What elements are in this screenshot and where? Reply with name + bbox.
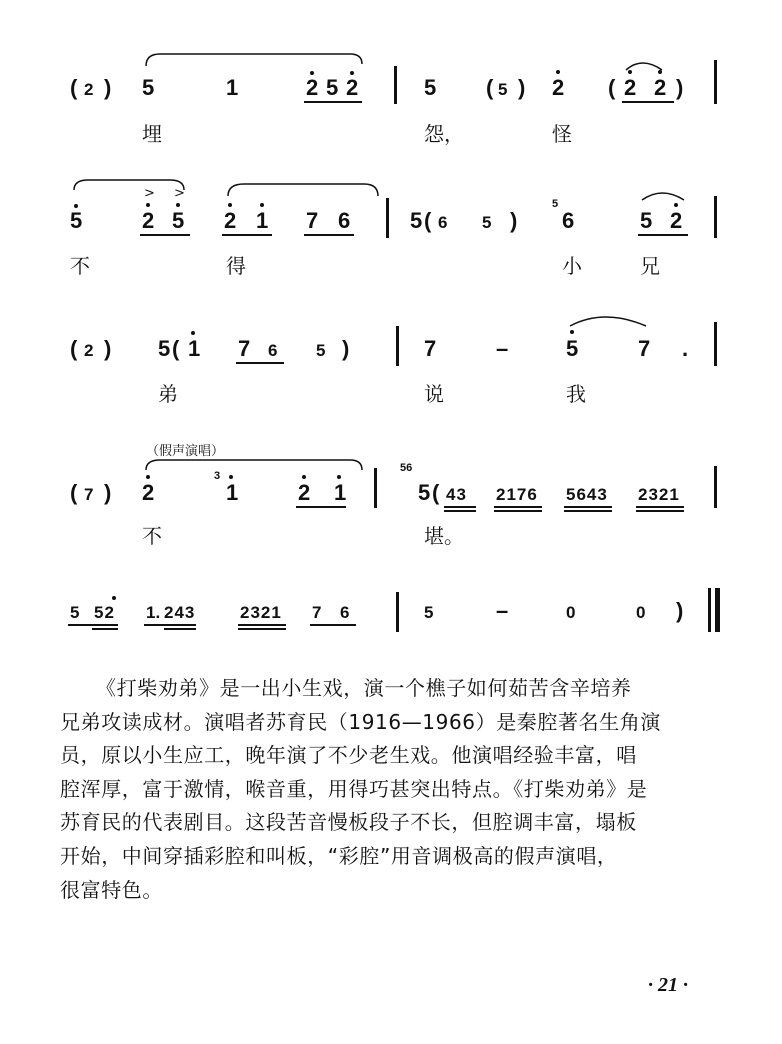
beam — [222, 234, 272, 236]
slur-line-2 — [0, 150, 782, 233]
paragraph-line: 腔浑厚，富于激情，喉音重，用得巧甚突出特点。《打柴劝弟》是 — [60, 776, 648, 801]
beam — [494, 510, 542, 512]
note: 2 — [224, 208, 237, 233]
rest: 0 — [636, 603, 646, 622]
note: 5 — [70, 208, 83, 233]
note-group: 43 — [446, 485, 467, 504]
beam — [636, 506, 684, 508]
grace-note: 5 — [552, 198, 559, 210]
note: 5 — [326, 75, 339, 100]
note: 1 — [226, 75, 239, 100]
note: 1 — [334, 480, 347, 505]
note: 5 — [158, 336, 171, 361]
paren-close: ) — [104, 336, 112, 361]
note: 7 — [638, 336, 651, 361]
note: 5 — [142, 75, 155, 100]
note: 5 — [410, 208, 423, 233]
paragraph-line: 苏育民的代表剧目。这段苦音慢板段子不长，但腔调丰富，塌板 — [60, 810, 637, 835]
note-group: 52 — [94, 603, 115, 622]
note: 6 — [340, 603, 350, 622]
note: 2 — [306, 75, 319, 100]
beam — [92, 628, 118, 630]
beam — [636, 510, 684, 512]
note: 2 — [670, 208, 683, 233]
note: 6 — [438, 213, 448, 232]
note: 6 — [338, 208, 351, 233]
paren-close: ) — [676, 598, 684, 623]
beam — [564, 506, 612, 508]
grace-note: 56 — [400, 462, 413, 474]
paren-number: 7 — [84, 485, 94, 504]
paragraph-line: 员，原以小生应工，晚年演了不少老生戏。他演唱经验丰富，唱 — [60, 743, 637, 768]
note: 1. — [146, 603, 161, 622]
beam — [638, 234, 688, 236]
beam — [564, 510, 612, 512]
paren-close: ) — [676, 75, 684, 100]
paren-open: ( — [70, 480, 78, 505]
octave-dot — [112, 596, 116, 600]
note: 7 — [238, 336, 251, 361]
dash: – — [496, 598, 509, 623]
paren-open: ( — [608, 75, 616, 100]
note: 2 — [624, 75, 637, 100]
commentary-paragraph — [60, 672, 736, 907]
lyric: 不 — [142, 524, 162, 548]
slur-line-1 — [0, 0, 782, 120]
note: 7 — [312, 603, 322, 622]
beam — [144, 624, 196, 626]
note: 5 — [316, 341, 326, 360]
note-group: 243 — [164, 603, 196, 622]
note: 5 — [418, 480, 431, 505]
note-group: 2321 — [240, 603, 282, 622]
note: 2 — [142, 480, 155, 505]
note: 2 — [654, 75, 667, 100]
beam — [238, 628, 286, 630]
beam — [296, 506, 346, 508]
note: 7 — [424, 336, 437, 361]
paren-open: ( — [432, 480, 440, 505]
lyric: 堪。 — [424, 524, 464, 548]
performance-marking: （假声演唱） — [146, 444, 225, 459]
rest: 0 — [566, 603, 576, 622]
lyric: 兄 — [640, 254, 660, 278]
paren-close: ) — [510, 208, 518, 233]
slur-line-4 — [0, 440, 782, 500]
beam — [494, 506, 542, 508]
lyric: 小 — [562, 254, 582, 278]
paragraph-line: 很富特色。 — [60, 877, 163, 902]
note: 5 — [498, 80, 508, 99]
grace-note: 3 — [214, 470, 221, 482]
note: 1 — [226, 480, 239, 505]
beam — [444, 510, 476, 512]
paren-open: ( — [70, 75, 78, 100]
lyric: 怨， — [424, 122, 464, 146]
paragraph-line: 《打柴劝弟》是一出小生戏，演一个樵子如何茹苦含辛培养 — [96, 676, 632, 700]
paren-open: ( — [172, 336, 180, 361]
accent-mark: > — [144, 186, 155, 201]
beam — [304, 234, 354, 236]
paragraph-line: 兄弟攻读成材。演唱者苏育民（1916—1966）是秦腔著名生角演 — [60, 709, 661, 734]
slur-line-3 — [0, 300, 782, 360]
paren-open: ( — [486, 75, 494, 100]
paren-open: ( — [424, 208, 432, 233]
lyric: 我 — [566, 382, 586, 406]
note: 5 — [424, 603, 434, 622]
note-group: 5643 — [566, 485, 608, 504]
note-group: 2176 — [496, 485, 538, 504]
paren-open: ( — [70, 336, 78, 361]
beam — [140, 234, 190, 236]
paren-number: 2 — [84, 341, 94, 360]
dot-mark: . — [682, 336, 689, 361]
note: 2 — [142, 208, 155, 233]
paren-number: 2 — [84, 80, 94, 99]
note: 5 — [482, 213, 492, 232]
paren-close: ) — [518, 75, 526, 100]
lyric: 埋 — [142, 122, 162, 146]
final-barline-thin — [708, 588, 711, 632]
note: 2 — [346, 75, 359, 100]
note: 5 — [566, 336, 579, 361]
paren-close: ) — [104, 480, 112, 505]
lyric: 怪 — [552, 122, 572, 146]
note-group: 2321 — [638, 485, 680, 504]
page-number: · 21 · — [648, 974, 688, 996]
note: 1 — [256, 208, 269, 233]
lyric: 弟 — [158, 382, 178, 406]
beam — [68, 624, 118, 626]
beam — [238, 624, 286, 626]
note: 2 — [552, 75, 565, 100]
final-barline-thick — [715, 588, 720, 632]
paren-close: ) — [342, 336, 350, 361]
beam — [164, 628, 196, 630]
note: 6 — [268, 341, 278, 360]
note: 5 — [640, 208, 653, 233]
dash: – — [496, 336, 509, 361]
note: 5 — [70, 603, 80, 622]
note: 6 — [562, 208, 575, 233]
accent-mark: > — [174, 186, 185, 201]
paragraph-line: 开始，中间穿插彩腔和叫板，“彩腔”用音调极高的假声演唱， — [60, 843, 618, 868]
lyric: 说 — [424, 382, 444, 406]
lyric: 不 — [70, 254, 90, 278]
barline — [396, 592, 399, 632]
note: 5 — [424, 75, 437, 100]
note: 5 — [172, 208, 185, 233]
note: 2 — [298, 480, 311, 505]
note: 1 — [188, 336, 201, 361]
beam — [444, 506, 476, 508]
beam — [310, 624, 356, 626]
beam — [236, 362, 284, 364]
lyric: 得 — [226, 254, 246, 278]
paren-close: ) — [104, 75, 112, 100]
note: 7 — [306, 208, 319, 233]
